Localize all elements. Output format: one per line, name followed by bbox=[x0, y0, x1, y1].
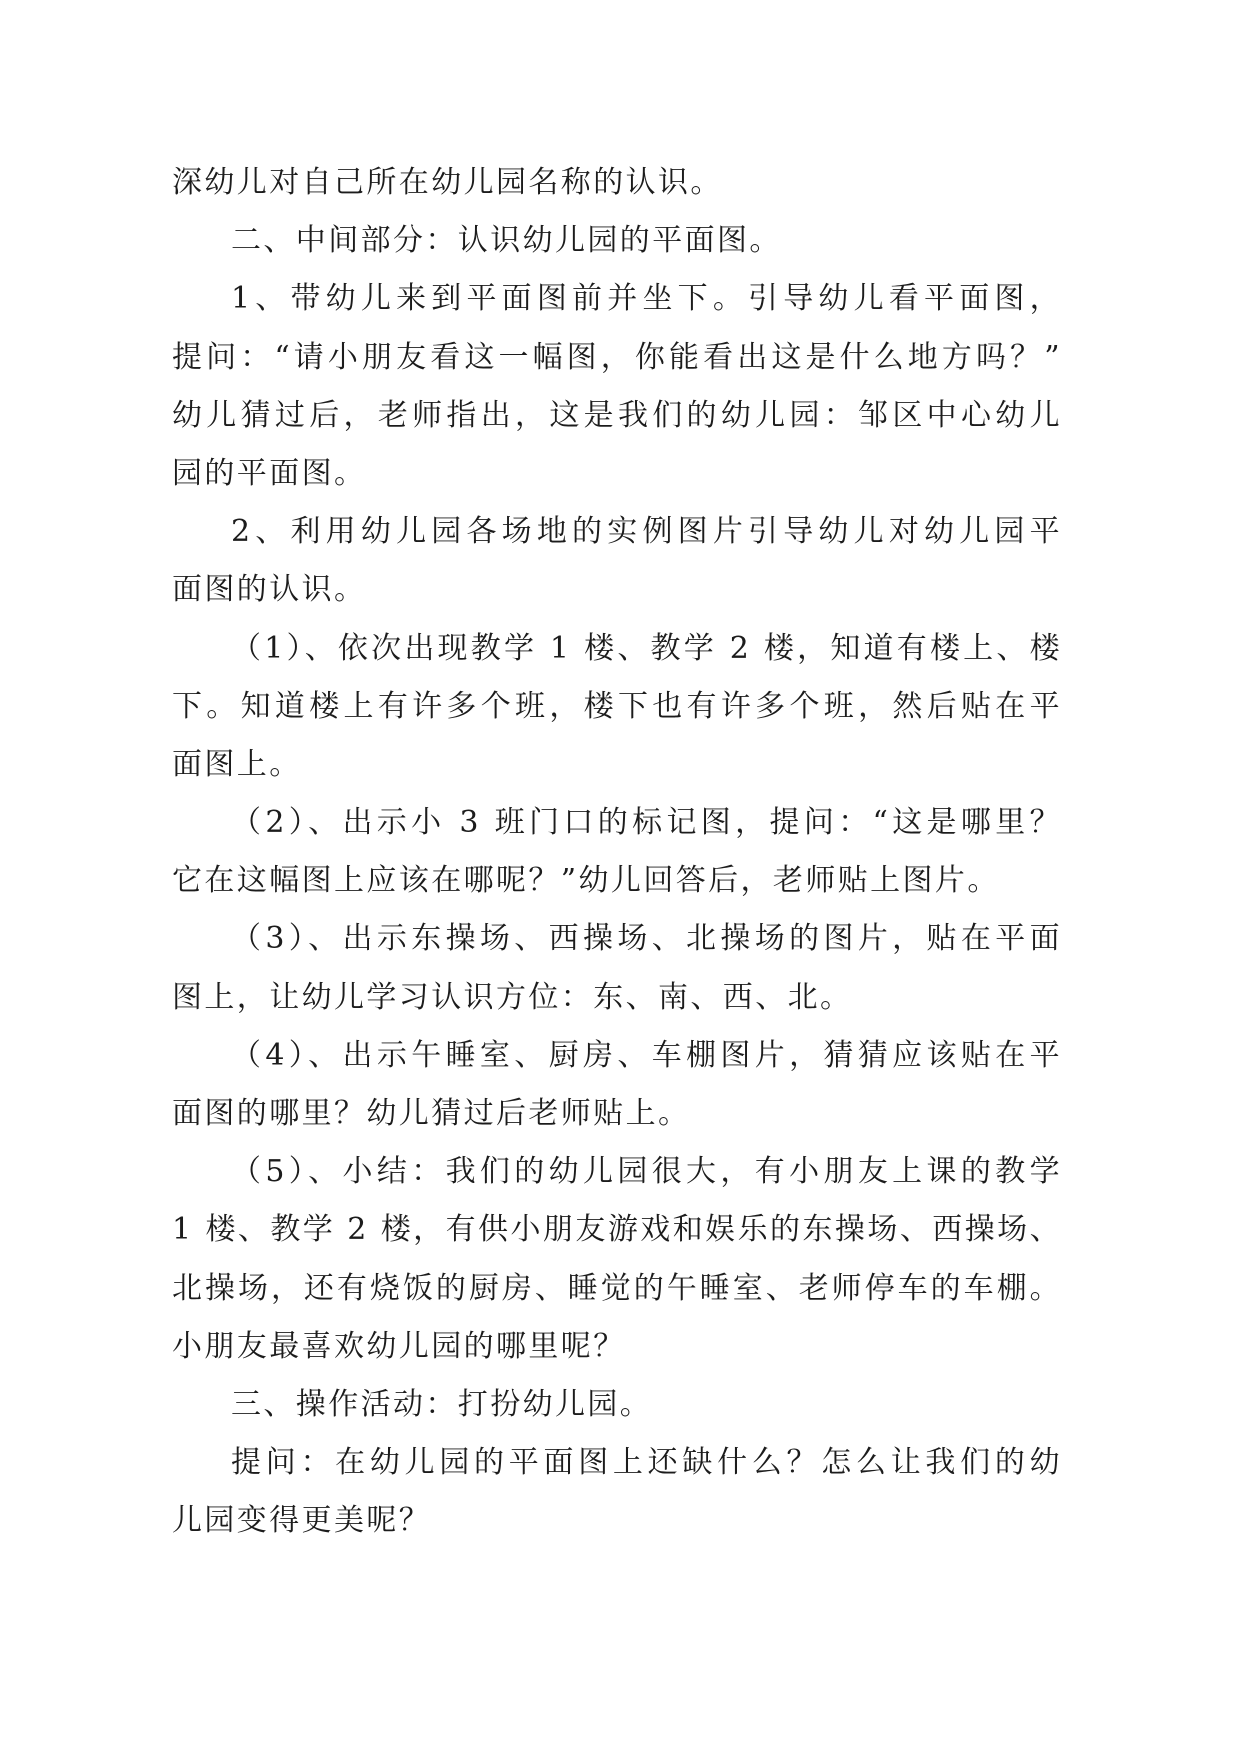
text-line: 面图的认识。 bbox=[172, 572, 367, 608]
text-line: （1）、依次出现教学 1 楼、教学 2 楼，知道有楼上、楼 bbox=[231, 630, 1062, 666]
text-line: 1 楼、教学 2 楼，有供小朋友游戏和娱乐的东操场、西操场、 bbox=[172, 1212, 1062, 1248]
text-line: 二、中间部分：认识幼儿园的平面图。 bbox=[231, 223, 782, 259]
text-line: 下。知道楼上有许多个班，楼下也有许多个班，然后贴在平 bbox=[172, 688, 1062, 724]
text-line: 提问：“请小朋友看这一幅图，你能看出这是什么地方吗？” bbox=[172, 339, 1062, 375]
paragraph bbox=[172, 794, 1062, 910]
paragraph bbox=[172, 1434, 1062, 1550]
text-line: 小朋友最喜欢幼儿园的哪里呢？ bbox=[172, 1328, 626, 1364]
text-line: （3）、出示东操场、西操场、北操场的图片，贴在平面 bbox=[231, 921, 1062, 957]
text-line: （4）、出示午睡室、厨房、车棚图片，猜猜应该贴在平 bbox=[231, 1037, 1062, 1073]
text-line: 提问：在幼儿园的平面图上还缺什么？怎么让我们的幼 bbox=[231, 1445, 1062, 1481]
section-heading bbox=[172, 212, 1062, 270]
text-line: 面图的哪里？幼儿猜过后老师贴上。 bbox=[172, 1096, 691, 1131]
paragraph bbox=[172, 1027, 1062, 1143]
text-line: 1、带幼儿来到平面图前并坐下。引导幼儿看平面图， bbox=[231, 281, 1062, 317]
paragraph bbox=[172, 910, 1062, 1026]
paragraph bbox=[172, 620, 1062, 795]
text-line: 儿园变得更美呢？ bbox=[172, 1503, 432, 1539]
document-body bbox=[172, 154, 1062, 1551]
text-line: 它在这幅图上应该在哪呢？”幼儿回答后，老师贴上图片。 bbox=[172, 863, 1000, 899]
text-line: （2）、出示小 3 班门口的标记图，提问：“这是哪里？ bbox=[231, 805, 1062, 841]
text-line: 幼儿猜过后，老师指出，这是我们的幼儿园：邹区中心幼儿 bbox=[172, 397, 1062, 433]
text-line: 三、操作活动：打扮幼儿园。 bbox=[231, 1386, 653, 1422]
paragraph bbox=[172, 270, 1062, 503]
text-line: 园的平面图。 bbox=[172, 455, 367, 491]
text-line: 2、利用幼儿园各场地的实例图片引导幼儿对幼儿园平 bbox=[231, 514, 1062, 550]
text-line: 图上，让幼儿学习认识方位：东、南、西、北。 bbox=[172, 979, 853, 1015]
text-line: 深幼儿对自己所在幼儿园名称的认识。 bbox=[172, 165, 723, 200]
paragraph bbox=[172, 1143, 1062, 1376]
text-line: 北操场，还有烧饭的厨房、睡觉的午睡室、老师停车的车棚。 bbox=[172, 1270, 1062, 1306]
paragraph bbox=[172, 503, 1062, 619]
text-line: 面图上。 bbox=[172, 746, 302, 782]
section-heading bbox=[172, 1376, 1062, 1434]
text-line: （5）、小结：我们的幼儿园很大，有小朋友上课的教学 bbox=[231, 1154, 1062, 1190]
paragraph bbox=[172, 154, 1062, 212]
